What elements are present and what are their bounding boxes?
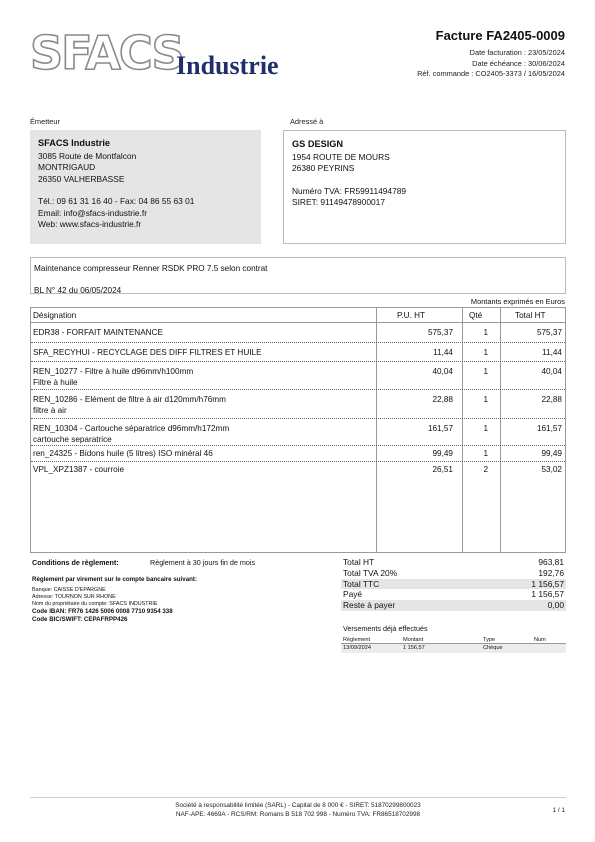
row-quantity: 1	[483, 367, 488, 376]
total-label: Total HT	[343, 557, 375, 567]
row-designation	[33, 424, 229, 445]
invoice-title: Facture FA2405-0009	[435, 28, 565, 43]
row-designation: EDR38 - FORFAIT MAINTENANCE	[33, 328, 163, 337]
payment-col-num: Num	[534, 637, 546, 643]
payment-col-reglement: Règlement	[343, 637, 371, 643]
recipient-label: Adressé à	[290, 117, 324, 126]
currency-note: Montants exprimés en Euros	[470, 297, 565, 306]
invoice-date: Date facturation : 23/05/2024	[469, 48, 565, 57]
recipient-address-2: 26380 PEYRINS	[292, 163, 355, 173]
row-total: 11,44	[542, 348, 562, 357]
conditions-value: Règlement à 30 jours fin de mois	[150, 558, 256, 567]
payments-header	[341, 636, 566, 644]
row-designation: ren_24325 - Bidons huile (5 litres) ISO minéral 46	[33, 449, 213, 458]
table-header	[31, 308, 565, 323]
row-unit-price: 22,88	[432, 395, 453, 404]
iban: Code IBAN: FR76 1426 5006 0008 7710 9354 338	[32, 608, 173, 615]
remaining-row	[341, 600, 566, 611]
logo-wordmark: SFACS	[30, 26, 183, 80]
emitter-email: Email: info@sfacs-industrie.fr	[38, 207, 148, 218]
recipient-name: GS DESIGN	[292, 139, 344, 149]
row-quantity: 2	[483, 465, 488, 474]
emitter-address-2: MONTRIGAUD	[38, 162, 96, 172]
row-designation-line: REN_10286 - Elément de filtre à air d120mm/h76mm	[33, 395, 226, 404]
payment-col-montant: Montant	[403, 637, 424, 643]
table-row	[31, 343, 565, 362]
invoice-due-date: Date échéance : 30/06/2024	[472, 58, 565, 68]
total-value: 0,00	[547, 600, 564, 611]
header-total: Total HT	[515, 311, 546, 320]
invoice-subject	[30, 257, 566, 294]
recipient-box	[283, 130, 566, 244]
row-designation-line: REN_10304 - Cartouche séparatrice d96mm/h172mm	[33, 424, 230, 433]
row-total: 40,04	[541, 367, 562, 376]
bank-address: Adresse: TOURNON SUR RHONE	[32, 594, 116, 600]
total-value: 1 156,57	[531, 578, 564, 589]
header-designation: Désignation	[33, 311, 77, 320]
header-unit-price: P.U. HT	[397, 311, 426, 320]
emitter-web: Web: www.sfacs-industrie.fr	[38, 219, 142, 229]
invoice-meta	[417, 48, 565, 80]
row-designation-detail: Filtre à huile	[33, 377, 78, 387]
table-row	[31, 446, 565, 462]
bic-swift: Code BIC/SWIFT: CEPAFRPP426	[32, 616, 128, 623]
row-unit-price: 11,44	[433, 348, 453, 357]
items-table	[30, 307, 566, 553]
company-logo	[30, 26, 290, 82]
header-quantity: Qté	[469, 311, 483, 320]
table-row	[31, 462, 565, 478]
total-label: Payé	[343, 589, 363, 600]
payment-col-type: Type	[483, 637, 496, 643]
row-designation: VPL_XPZ1387 - courroie	[33, 465, 125, 474]
row-total: 99,49	[541, 449, 562, 458]
emitter-name: SFACS Industrie	[38, 138, 110, 148]
total-label: Total TTC	[343, 578, 380, 589]
row-quantity: 1	[483, 449, 488, 458]
emitter-phone: Tél.: 09 61 31 16 40 - Fax: 04 86 55 63 01	[38, 196, 195, 206]
total-value: 192,76	[538, 567, 564, 578]
total-value: 963,81	[538, 557, 564, 567]
paid-row	[341, 589, 566, 600]
conditions-label: Conditions de règlement:	[32, 558, 119, 567]
recipient-tva: Numéro TVA: FR59911494789	[292, 185, 407, 196]
row-designation-line: REN_10277 - Filtre à huile d96mm/h100mm	[33, 367, 194, 376]
emitter-address-3: 26350 VALHERBASSE	[38, 173, 125, 184]
subject-line-1: Maintenance compresseur Renner RSDK PRO 7.5 selon contrat	[34, 264, 268, 273]
row-designation	[33, 395, 226, 416]
table-row	[31, 419, 565, 446]
totals-block	[341, 557, 566, 611]
payments-title: Versements déjà effectués	[343, 624, 428, 633]
row-quantity: 1	[483, 395, 488, 404]
row-quantity: 1	[483, 424, 488, 433]
row-total: 161,57	[536, 424, 562, 433]
bank-transfer-title: Règlement par virement sur le compte bancaire suivant:	[32, 576, 198, 583]
emitter-address-1: 3085 Route de Montfalcon	[38, 150, 137, 161]
payment-date: 13/09/2024	[343, 645, 371, 651]
footer-line-2: NAF-APE: 4669A - RCS/RM: Romans B 518 702 998 - Numéro TVA: FR86518702998	[175, 811, 421, 818]
emitter-box	[30, 130, 261, 244]
emitter-label: Émetteur	[30, 117, 60, 126]
payments-block	[341, 624, 566, 653]
row-designation	[33, 367, 193, 388]
order-reference: Réf. commande : CO2405-3373 / 16/05/2024	[417, 69, 565, 78]
table-row	[31, 390, 565, 419]
row-unit-price: 40,04	[432, 367, 453, 376]
payment-row	[341, 644, 566, 653]
row-unit-price: 575,37	[427, 328, 453, 337]
row-unit-price: 26,51	[432, 465, 453, 474]
total-value: 1 156,57	[531, 589, 564, 600]
payment-amount: 1 156,57	[403, 645, 425, 651]
row-total: 575,37	[536, 328, 562, 337]
payment-type: Chèque	[483, 645, 503, 651]
logo-subtitle: Industrie	[176, 51, 279, 80]
bank-name: Banque: CAISSE D'EPARGNE	[32, 587, 106, 593]
legal-footer	[30, 797, 566, 819]
row-unit-price: 99,49	[432, 449, 453, 458]
row-total: 22,88	[541, 395, 562, 404]
row-designation-detail: filtre à air	[33, 405, 67, 415]
footer-line-1: Société à responsabilité limitée (SARL) - Capital de 8 000 € - SIRET: 51870299800023	[175, 802, 421, 809]
total-tva-row	[341, 568, 566, 579]
total-ttc-row	[341, 579, 566, 590]
total-label: Total TVA 20%	[343, 567, 398, 578]
row-unit-price: 161,57	[427, 424, 453, 433]
total-label: Reste à payer	[343, 600, 396, 611]
subject-line-2: BL N° 42 du 06/05/2024	[34, 286, 122, 295]
recipient-address-1: 1954 ROUTE DE MOURS	[292, 151, 390, 162]
page-number: 1 / 1	[552, 807, 565, 814]
table-row	[31, 323, 565, 343]
row-total: 53,02	[541, 465, 562, 474]
payment-conditions	[30, 558, 320, 624]
total-ht-row	[341, 557, 566, 568]
table-row	[31, 362, 565, 390]
row-designation-detail: cartouche separatrice	[33, 434, 112, 444]
row-quantity: 1	[483, 348, 488, 357]
row-quantity: 1	[483, 328, 488, 337]
recipient-siret: SIRET: 91149478900017	[292, 197, 385, 207]
row-designation: SFA_RECYHUI - RECYCLAGE DES DIFF FILTRES ET HUILE	[33, 348, 262, 357]
account-owner: Nom du propriétaire du compte: SFACS INDUSTRIE	[32, 601, 158, 607]
